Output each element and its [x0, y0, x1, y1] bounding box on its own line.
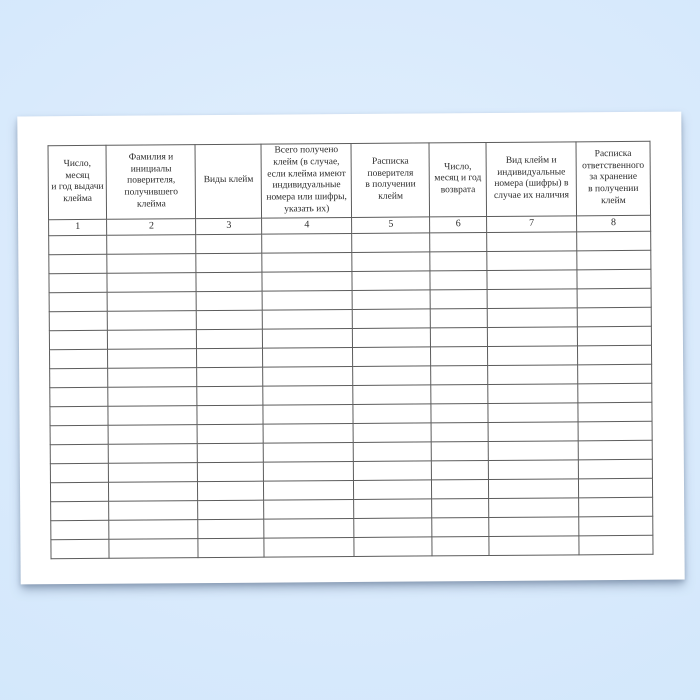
- empty-cell: [262, 328, 352, 348]
- empty-cell: [352, 271, 430, 291]
- column-header-4: Всего получено клейм (в случае, если клейма имеют индивидуальные номера или шифры, указать их): [261, 143, 352, 217]
- empty-cell: [353, 328, 431, 348]
- empty-cell: [109, 443, 198, 463]
- empty-cell: [488, 402, 578, 422]
- empty-cell: [432, 517, 489, 536]
- empty-cell: [354, 442, 432, 462]
- empty-cell: [353, 404, 431, 424]
- empty-cell: [354, 499, 432, 519]
- empty-cell: [196, 234, 262, 253]
- table-row: [51, 535, 653, 558]
- empty-cell: [430, 308, 487, 327]
- empty-cell: [107, 291, 196, 311]
- empty-cell: [49, 330, 108, 349]
- empty-cell: [198, 443, 264, 462]
- empty-cell: [353, 385, 431, 405]
- empty-cell: [108, 386, 197, 406]
- empty-cell: [578, 402, 652, 422]
- empty-cell: [107, 234, 196, 254]
- empty-cell: [578, 440, 652, 460]
- empty-cell: [430, 232, 487, 251]
- empty-cell: [49, 292, 108, 311]
- empty-cell: [108, 310, 197, 330]
- empty-cell: [262, 309, 352, 329]
- empty-cell: [198, 519, 264, 538]
- empty-cell: [578, 459, 652, 479]
- empty-cell: [197, 367, 263, 386]
- empty-cell: [51, 501, 110, 520]
- empty-cell: [487, 250, 577, 270]
- empty-cell: [198, 500, 264, 519]
- empty-cell: [107, 272, 196, 292]
- empty-cell: [50, 463, 109, 482]
- empty-cell: [489, 459, 579, 479]
- empty-cell: [353, 423, 431, 443]
- empty-cell: [50, 444, 109, 463]
- column-number-7: 7: [487, 215, 577, 232]
- empty-cell: [431, 460, 488, 479]
- empty-cell: [262, 233, 352, 253]
- empty-cell: [198, 424, 264, 443]
- column-number-5: 5: [352, 217, 430, 234]
- empty-cell: [431, 365, 488, 384]
- column-header-6: Число, месяц и год возврата: [429, 143, 487, 217]
- column-number-2: 2: [107, 218, 196, 235]
- empty-cell: [431, 403, 488, 422]
- empty-cell: [50, 482, 109, 501]
- empty-cell: [264, 480, 354, 500]
- empty-cell: [579, 497, 653, 517]
- empty-cell: [109, 519, 198, 539]
- empty-cell: [432, 536, 489, 555]
- empty-cell: [197, 310, 263, 329]
- empty-cell: [49, 254, 108, 273]
- empty-cell: [197, 386, 263, 405]
- empty-cell: [353, 309, 431, 329]
- empty-cell: [352, 233, 430, 253]
- column-number-4: 4: [262, 217, 352, 234]
- empty-cell: [262, 252, 352, 272]
- empty-cell: [489, 535, 579, 555]
- document-page: [17, 112, 684, 585]
- empty-cell: [354, 461, 432, 481]
- empty-cell: [108, 424, 197, 444]
- empty-cell: [352, 252, 430, 272]
- empty-cell: [430, 251, 487, 270]
- empty-cell: [107, 253, 196, 273]
- empty-cell: [49, 235, 108, 254]
- empty-cell: [353, 347, 431, 367]
- empty-cell: [197, 405, 263, 424]
- column-number-8: 8: [576, 215, 650, 232]
- empty-cell: [51, 520, 110, 539]
- journal-body: [49, 231, 653, 558]
- empty-cell: [354, 480, 432, 500]
- empty-cell: [108, 367, 197, 387]
- empty-cell: [262, 290, 352, 310]
- empty-cell: [489, 516, 579, 536]
- empty-cell: [577, 326, 651, 346]
- empty-cell: [264, 499, 354, 519]
- empty-cell: [489, 497, 579, 517]
- column-header-5: Расписка поверителя в получении клейм: [351, 143, 429, 217]
- empty-cell: [577, 269, 651, 289]
- empty-cell: [578, 478, 652, 498]
- empty-cell: [353, 366, 431, 386]
- empty-cell: [196, 253, 262, 272]
- empty-cell: [487, 288, 577, 308]
- empty-cell: [263, 404, 353, 424]
- empty-cell: [109, 538, 198, 558]
- empty-cell: [51, 539, 110, 558]
- empty-cell: [431, 441, 488, 460]
- empty-cell: [354, 518, 432, 538]
- empty-cell: [488, 421, 578, 441]
- empty-cell: [49, 311, 108, 330]
- empty-cell: [487, 231, 577, 251]
- empty-cell: [198, 538, 264, 557]
- empty-cell: [263, 423, 353, 443]
- empty-cell: [430, 289, 487, 308]
- empty-cell: [432, 479, 489, 498]
- empty-cell: [198, 481, 264, 500]
- empty-cell: [488, 383, 578, 403]
- empty-cell: [488, 345, 578, 365]
- column-header-8: Расписка ответственного за хранение в получении клейм: [576, 141, 651, 215]
- empty-cell: [487, 269, 577, 289]
- empty-cell: [579, 535, 653, 555]
- empty-cell: [50, 349, 109, 368]
- empty-cell: [488, 326, 578, 346]
- empty-cell: [264, 518, 354, 538]
- empty-cell: [577, 250, 651, 270]
- empty-cell: [50, 425, 109, 444]
- column-header-7: Вид клейм и индивидуальные номера (шифры) в случае их наличия: [486, 142, 576, 216]
- empty-cell: [198, 462, 264, 481]
- empty-cell: [262, 271, 352, 291]
- journal-header: [48, 141, 651, 235]
- empty-cell: [352, 290, 430, 310]
- column-number-1: 1: [49, 219, 108, 235]
- empty-cell: [197, 291, 263, 310]
- empty-cell: [263, 366, 353, 386]
- header-row: [48, 141, 651, 219]
- empty-cell: [197, 329, 263, 348]
- empty-cell: [578, 421, 652, 441]
- column-header-2: Фамилия и инициалы поверителя, получившего клейма: [106, 145, 196, 219]
- empty-cell: [579, 516, 653, 536]
- empty-cell: [263, 385, 353, 405]
- empty-cell: [109, 500, 198, 520]
- empty-cell: [109, 481, 198, 501]
- stamps-register-table: [48, 141, 654, 559]
- empty-cell: [50, 406, 109, 425]
- empty-cell: [108, 405, 197, 425]
- empty-cell: [430, 327, 487, 346]
- empty-cell: [577, 307, 651, 327]
- empty-cell: [263, 461, 353, 481]
- column-header-3: Виды клейм: [195, 144, 261, 218]
- empty-cell: [577, 288, 651, 308]
- empty-cell: [354, 537, 432, 557]
- empty-cell: [49, 273, 108, 292]
- empty-cell: [108, 348, 197, 368]
- empty-cell: [577, 345, 651, 365]
- empty-cell: [431, 346, 488, 365]
- column-header-1: Число, месяц и год выдачи клейма: [48, 145, 107, 219]
- empty-cell: [489, 478, 579, 498]
- empty-cell: [109, 462, 198, 482]
- empty-cell: [196, 272, 262, 291]
- empty-cell: [50, 387, 109, 406]
- empty-cell: [197, 348, 263, 367]
- empty-cell: [488, 440, 578, 460]
- empty-cell: [577, 231, 651, 251]
- empty-cell: [432, 498, 489, 517]
- empty-cell: [487, 307, 577, 327]
- empty-cell: [263, 347, 353, 367]
- empty-cell: [108, 329, 197, 349]
- empty-cell: [578, 364, 652, 384]
- column-number-3: 3: [196, 218, 262, 234]
- empty-cell: [488, 364, 578, 384]
- empty-cell: [50, 368, 109, 387]
- column-number-6: 6: [430, 216, 487, 232]
- empty-cell: [263, 442, 353, 462]
- empty-cell: [431, 384, 488, 403]
- empty-cell: [264, 537, 354, 557]
- empty-cell: [578, 383, 652, 403]
- empty-cell: [430, 270, 487, 289]
- empty-cell: [431, 422, 488, 441]
